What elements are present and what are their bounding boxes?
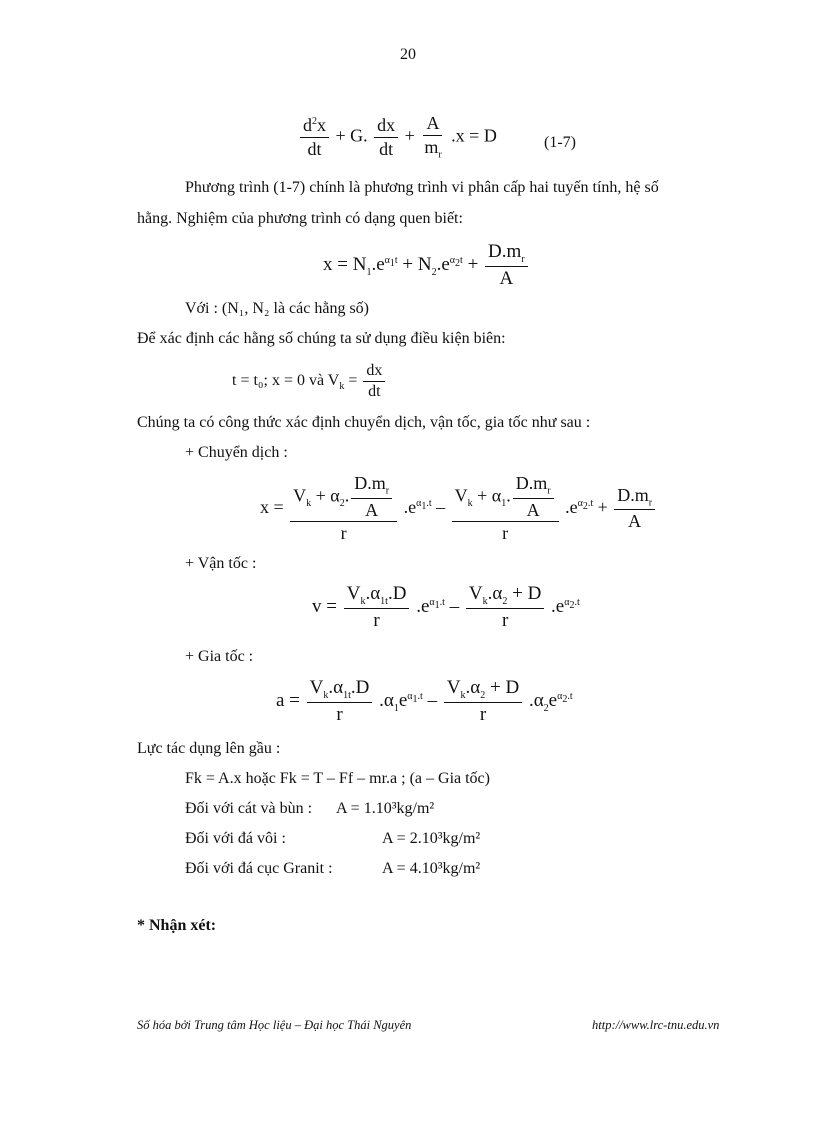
label-displacement: + Chuyển dịch :	[185, 444, 288, 461]
acceleration-formula: a = $\frac{V_k.\alpha_{1t}.D}{r}$ $.\alpha_1e^{\alpha_1.t}$ – $\frac{V_k.\alpha_2 + D}{r}$ $.\alpha_2e^{\alpha_2.t}$	[276, 677, 573, 725]
fraction: $\frac{D.m_r}{A}$	[485, 242, 528, 290]
fraction: $\frac{V_k.\alpha_2 + D}{r}$	[466, 584, 544, 632]
remark-heading: * Nhận xét:	[137, 917, 217, 934]
constants-note: Với : (N₁, N₂ là các hằng số)	[185, 300, 370, 317]
fraction: $\frac{dx}{dt}$	[363, 362, 385, 401]
fraction: $V_k + \alpha_1$. $\frac{D.m_r}{A}$ r	[452, 474, 559, 544]
fraction: $\frac{dx}{dt}$	[374, 116, 398, 159]
footer-link[interactable]: http://www.lrc-tnu.edu.vn	[592, 1018, 720, 1032]
fraction: $\frac{d^2x}{dt}$	[300, 116, 329, 159]
label-acceleration: + Gia tốc :	[185, 648, 254, 665]
fraction: $\frac{V_k.\alpha_{1t}.D}{r}$	[307, 678, 373, 726]
boundary-condition: t = t₀; x = 0 và $V_k$ = $\frac{dx}{dt}$	[232, 362, 387, 401]
fraction: $\frac{V_k.\alpha_2 + D}{r}$	[444, 678, 522, 726]
granite-label: Đối với đá cục Granit :	[185, 860, 333, 877]
granite-value: A = 4.10³kg/m²	[382, 860, 481, 877]
fraction: $V_k + \alpha_2$. $\frac{D.m_r}{A}$ r	[290, 474, 397, 544]
formulas-intro: Chúng ta có công thức xác định chuyển dịch, vận tốc, gia tốc như sau :	[137, 414, 591, 431]
force-intro: Lực tác dụng lên gầu :	[137, 740, 281, 757]
limestone-label: Đối với đá vôi :	[185, 830, 286, 847]
label-velocity: + Vận tốc :	[185, 555, 257, 572]
boundary-intro: Để xác định các hằng số chúng ta sử dụng điều kiện biên:	[137, 330, 506, 347]
fraction: $\frac{A}{m_r}$	[424, 113, 442, 161]
sand-label: Đối với cát và bùn :	[185, 800, 313, 817]
fraction: $\frac{D.m_r}{A}$	[614, 486, 655, 532]
paragraph-line-1: Phương trình (1-7) chính là phương trình vi phân cấp hai tuyến tính, hệ số	[185, 179, 659, 196]
equation-label: (1-7)	[544, 134, 576, 151]
force-equation: Fk = A.x hoặc Fk = T – Ff – mr.a ; (a – Gia tốc)	[185, 770, 490, 787]
footer-left: Số hóa bởi Trung tâm Học liệu – Đại học Thái Nguyên	[137, 1018, 412, 1032]
sand-value: A = 1.10³kg/m²	[336, 800, 435, 817]
fraction: $\frac{V_k.\alpha_{1t}.D}{r}$	[344, 584, 410, 632]
boundary-text: t = t₀; x = 0 và	[232, 372, 325, 390]
equation-1-7: $\frac{d^2x}{dt}$ + G. $\frac{dx}{dt}$ + $\frac{A}{m_r}$ .x = D	[298, 114, 497, 161]
solution-equation: $x = N_1.e^{\alpha_1t} + N_2.e^{\alpha_2t}$ + $\frac{D.m_r}{A}$	[323, 242, 530, 290]
displacement-formula: x = $V_k + \alpha_2$. $\frac{D.m_r}{A}$ r $.e^{\alpha_1.t}$ – $V_k + \alpha_1$. $\frac{D.m_r}{A}$ r $.e^{\alpha_2.t}$ + $\frac{D.m_r}{A}$	[260, 474, 657, 544]
page-number: 20	[400, 46, 416, 63]
limestone-value: A = 2.10³kg/m²	[382, 830, 481, 847]
paragraph-line-2: hằng. Nghiệm của phương trình có dạng quen biết:	[137, 210, 463, 227]
velocity-formula: v = $\frac{V_k.\alpha_{1t}.D}{r}$ $.e^{\alpha_1.t}$ – $\frac{V_k.\alpha_2 + D}{r}$ $.e^{\alpha_2.t}$	[312, 583, 580, 631]
